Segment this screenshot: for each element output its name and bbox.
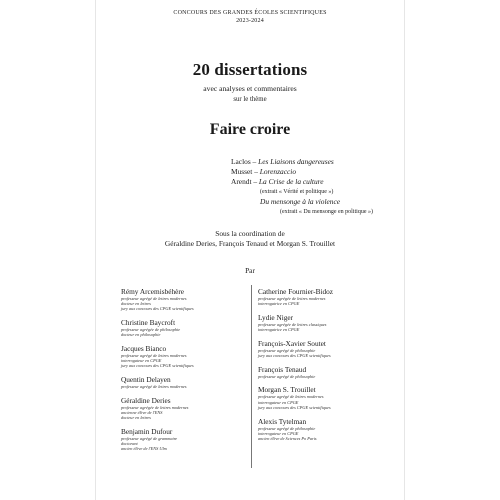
authors-column-left xyxy=(121,287,261,458)
work-title: Lorenzaccio xyxy=(259,167,297,176)
authors-by-label: Par xyxy=(245,266,255,275)
author-name: Benjamin Dufour xyxy=(121,426,173,436)
work-note: (extrait « Vérité et politique ») xyxy=(260,189,334,195)
work-title: La Crise de la culture xyxy=(258,177,324,186)
coordination-names: Géraldine Deries, François Tenaud et Morgan S. Trouillet xyxy=(164,239,336,248)
author-credential: professeur agrégée de lettres modernes xyxy=(121,404,189,410)
author-credential: docteur en philosophie xyxy=(121,332,161,338)
author-name: François Tenaud xyxy=(258,364,307,374)
author-name: Rémy Arcemisbéhère xyxy=(121,287,185,296)
author-entry xyxy=(258,313,398,332)
author-credential: interrogateur en CPGE xyxy=(258,430,299,436)
coordination-label: Sous la coordination de xyxy=(215,229,285,238)
work-item xyxy=(231,167,373,177)
author-credential: professeur agrégé de philosophie xyxy=(258,373,316,379)
author-credential: ancien élève de Sciences Po Paris xyxy=(258,435,317,441)
author-entry xyxy=(258,287,398,306)
author-credential: interrogateur en CPGE xyxy=(121,358,162,364)
authors-column-right xyxy=(258,287,398,448)
author-credential: docteur en lettres xyxy=(121,301,151,307)
author-entry xyxy=(121,375,261,389)
author-entry xyxy=(258,385,398,410)
author-name: Quentin Delayen xyxy=(121,375,171,385)
theme-prefix: sur le thème xyxy=(233,96,267,103)
author-credential: doctorant xyxy=(121,441,138,447)
author-credential: interrogatrice en CPGE xyxy=(258,301,300,307)
author-credential: professeur agrégé de lettres modernes xyxy=(121,296,187,301)
theme-title: Faire croire xyxy=(209,121,291,138)
book-subtitle: avec analyses et commentaires xyxy=(203,84,297,93)
author-entry xyxy=(258,365,398,379)
author-credential: professeur agrégée de lettres classiques xyxy=(258,321,327,327)
author-credential: professeur agrégée de philosophie xyxy=(121,327,181,333)
author-credential: professeur agrégé de philosophie xyxy=(258,425,316,431)
author-name: Géraldine Deries xyxy=(121,395,171,405)
author-name: Morgan S. Trouillet xyxy=(258,385,316,395)
author-name: Lydie Niger xyxy=(258,312,294,322)
author-name: Christine Baycroft xyxy=(121,318,176,328)
author-credential: jury aux concours des CPGE scientifiques xyxy=(121,306,194,312)
author-entry xyxy=(258,339,398,358)
author-credential: professeur agrégée de lettres modernes xyxy=(258,296,326,301)
work-item xyxy=(231,157,373,167)
work-author: Musset – xyxy=(231,167,260,176)
author-credential: jury aux concours des CPGE scientifiques xyxy=(121,363,194,369)
author-credential: professeur agrégé de grammaire xyxy=(121,435,178,441)
author-credential: ancien élève de l'ENS Ulm xyxy=(121,446,167,452)
work-author: Arendt – xyxy=(231,177,259,186)
book-cover-page xyxy=(95,0,405,500)
author-entry xyxy=(121,344,261,369)
author-entry xyxy=(121,396,261,421)
contest-name: CONCOURS DES GRANDES ÉCOLES SCIENTIFIQUES xyxy=(173,10,327,16)
author-credential: jury aux concours des CPGE scientifiques xyxy=(258,353,331,359)
author-credential: interrogateur en CPGE xyxy=(258,399,299,405)
author-name: François-Xavier Soutet xyxy=(258,338,326,348)
works-list xyxy=(231,157,373,217)
work-note: (extrait « Du mensonge en politique ») xyxy=(280,209,373,215)
author-credential: ancienne élève de l'ENS xyxy=(121,410,163,416)
author-name: Alexis Tytelman xyxy=(258,416,307,426)
work-title: Du mensonge à la violence xyxy=(260,197,341,206)
author-credential: professeur agrégé de lettres modernes xyxy=(121,384,187,390)
author-credential: jury aux concours des CPGE scientifiques xyxy=(258,404,331,410)
author-name: Jacques Bianco xyxy=(121,344,167,354)
author-name: Catherine Fournier-Bidoz xyxy=(258,287,334,296)
author-credential: professeur agrégé de philosophie xyxy=(258,347,316,353)
work-author: Laclos – xyxy=(231,157,259,166)
author-credential: docteur en lettres xyxy=(121,415,151,421)
work-item xyxy=(231,177,373,187)
coordination-block xyxy=(96,229,404,249)
author-entry xyxy=(121,318,261,337)
author-credential: interrogatrice en CPGE xyxy=(258,327,300,333)
author-credential: professeur agrégé de lettres modernes xyxy=(258,394,324,400)
author-entry xyxy=(121,287,261,312)
contest-header xyxy=(96,10,404,25)
book-title: 20 dissertations xyxy=(192,60,308,79)
contest-year: 2023-2024 xyxy=(236,17,264,24)
author-entry xyxy=(121,427,261,452)
author-entry xyxy=(258,417,398,442)
work-item xyxy=(231,197,373,207)
author-credential: professeur agrégé de lettres modernes xyxy=(121,353,187,359)
work-title: Les Liaisons dangereuses xyxy=(258,157,334,166)
